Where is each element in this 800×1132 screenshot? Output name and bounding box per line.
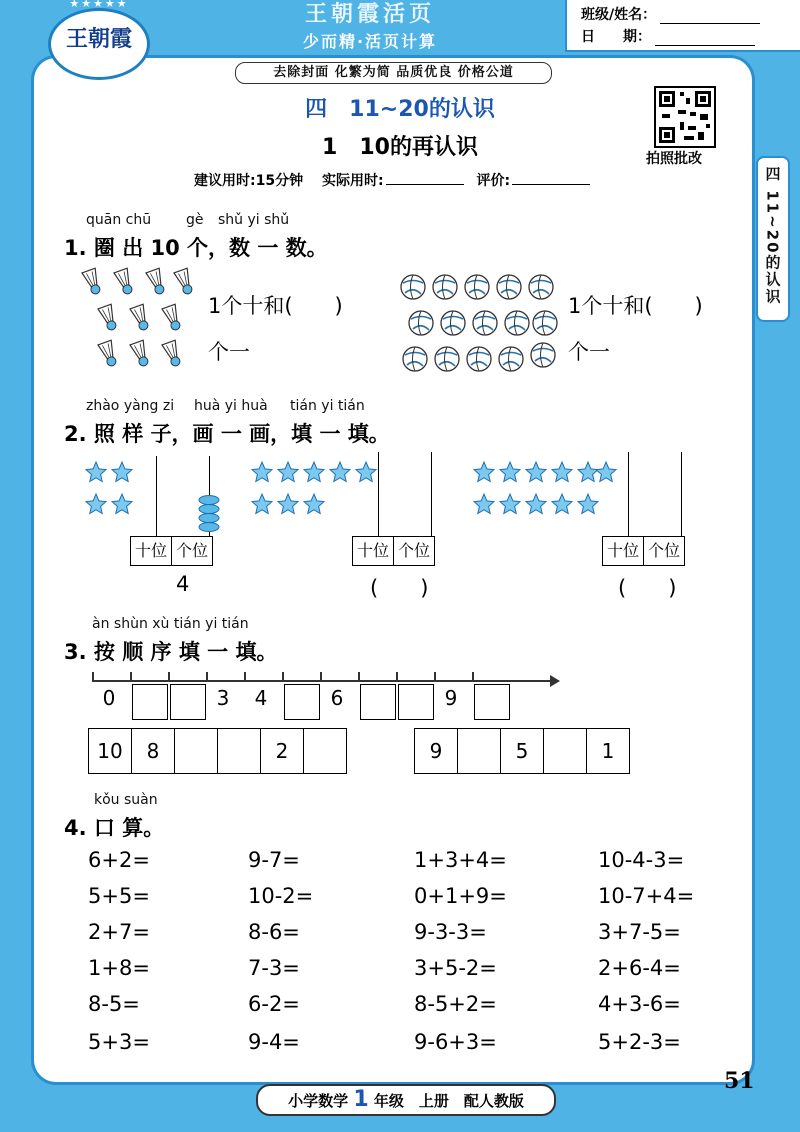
- tens-label: 十位: [353, 537, 394, 565]
- star-icon: [500, 494, 520, 514]
- side-tab-label: 四 11~20的认识: [763, 166, 782, 306]
- volleyball-icon: [467, 347, 491, 371]
- star-icon: [526, 462, 546, 482]
- star-icon: [304, 462, 324, 482]
- tick: [168, 672, 170, 681]
- pinyin: kǒu suàn: [94, 792, 158, 808]
- ones-label: 个位: [176, 541, 209, 560]
- calc-item[interactable]: 1+8=: [88, 956, 150, 980]
- calc-item[interactable]: 8-5=: [88, 992, 140, 1016]
- star-icon: [252, 462, 272, 482]
- calc-item[interactable]: 3+7-5=: [598, 920, 681, 944]
- grid-cell: 5: [501, 729, 544, 773]
- date-label: 日 期：: [581, 29, 651, 45]
- stars-group-3: [470, 456, 620, 526]
- line-blank-box[interactable]: [474, 684, 510, 720]
- example-answer: 4: [176, 572, 190, 596]
- ones-label: 个位: [398, 541, 431, 560]
- star-icon: [474, 494, 494, 514]
- line-blank-box[interactable]: [170, 684, 206, 720]
- place-value-labels-2: [352, 536, 435, 566]
- grid-cell[interactable]: [218, 729, 261, 773]
- volleyball-icon: [441, 311, 465, 335]
- line-number: 9: [444, 686, 458, 710]
- line-number: 3: [216, 686, 230, 710]
- page-number: 51: [724, 1068, 755, 1094]
- abacus-beads-icon: [196, 494, 222, 536]
- student-info-box: [565, 0, 800, 52]
- actual-time-label: 实际用时:: [321, 173, 384, 189]
- tens-label: 十位: [131, 537, 172, 565]
- star-icon: [500, 462, 520, 482]
- grid-cell: 2: [261, 729, 304, 773]
- star-icon: [578, 462, 598, 482]
- brand-subtitle: 少而精·活页计算: [302, 32, 438, 51]
- actual-time-blank[interactable]: [386, 172, 464, 185]
- shuttlecock-icon: [162, 340, 184, 368]
- footer-edition: 年级 上册 配人教版: [373, 1092, 524, 1110]
- line-number: 4: [254, 686, 268, 710]
- lesson-title: 1 10的再认识: [322, 135, 478, 160]
- evaluation-label: 评价:: [476, 173, 511, 189]
- number-line-arrow-icon: [550, 675, 560, 687]
- star-icon: [552, 462, 572, 482]
- calc-item[interactable]: 5+5=: [88, 884, 150, 908]
- tick: [244, 672, 246, 681]
- volleyball-icon: [533, 311, 557, 335]
- line-blank-box[interactable]: [132, 684, 168, 720]
- logo-stars-icon: ★★★★★: [69, 0, 129, 10]
- calc-item[interactable]: 0+1+9=: [414, 884, 507, 908]
- volleyball-icon: [499, 347, 523, 371]
- volleyball-icon: [531, 343, 555, 367]
- volleyball-icon: [529, 275, 553, 299]
- line-blank-box[interactable]: [398, 684, 434, 720]
- grid-cell[interactable]: [304, 729, 346, 773]
- volleyball-icon: [401, 275, 425, 299]
- star-icon: [278, 462, 298, 482]
- star-icon: [112, 494, 132, 514]
- place-value-labels-3: [602, 536, 685, 566]
- calc-item[interactable]: 9-7=: [248, 848, 300, 872]
- abacus-rods-3[interactable]: [628, 452, 682, 536]
- name-row: [581, 4, 760, 24]
- pinyin: shǔ yi shǔ: [218, 212, 290, 228]
- pinyin: huà yi huà: [194, 398, 268, 414]
- volleyball-icon: [433, 275, 457, 299]
- shuttlecock-icon: [162, 304, 184, 332]
- star-icon: [526, 494, 546, 514]
- calc-item[interactable]: 10-4-3=: [598, 848, 685, 872]
- answer-blank-3[interactable]: ( ): [618, 576, 677, 600]
- star-icon: [278, 494, 298, 514]
- name-blank[interactable]: [660, 11, 760, 24]
- star-icon: [86, 462, 106, 482]
- grid-cell: 9: [415, 729, 458, 773]
- volleyball-icon: [435, 347, 459, 371]
- line-blank-box[interactable]: [360, 684, 396, 720]
- brand-title: 王朝霞活页: [304, 2, 435, 27]
- star-icon: [474, 462, 494, 482]
- footer-banner: [256, 1084, 556, 1116]
- pinyin: zhào yàng zi: [86, 398, 175, 414]
- volleyball-icon: [497, 275, 521, 299]
- name-label: 班级/姓名：: [581, 7, 657, 23]
- star-icon: [596, 462, 616, 482]
- star-icon: [578, 494, 598, 514]
- suggest-time: 建议用时:15分钟: [194, 173, 304, 189]
- tick: [282, 672, 284, 681]
- grid-cell: 8: [132, 729, 175, 773]
- tick: [472, 672, 474, 681]
- grid-cell[interactable]: [544, 729, 587, 773]
- star-icon: [252, 494, 272, 514]
- shuttlecock-icon: [130, 340, 152, 368]
- question-1-title: 1. 圈 出 10 个，数 一 数。: [64, 236, 328, 260]
- grid-cell[interactable]: [458, 729, 501, 773]
- footer-grade: 1: [353, 1087, 369, 1112]
- star-icon: [552, 494, 572, 514]
- line-blank-box[interactable]: [284, 684, 320, 720]
- volleyball-icon: [473, 311, 497, 335]
- calc-item[interactable]: 5+3=: [88, 1030, 150, 1054]
- time-meta: [194, 170, 598, 190]
- pinyin: tián yi tián: [290, 398, 365, 414]
- calc-item[interactable]: 8-5+2=: [414, 992, 497, 1016]
- calc-item[interactable]: 3+5-2=: [414, 956, 497, 980]
- calc-item[interactable]: 7-3=: [248, 956, 300, 980]
- number-line: [92, 680, 554, 682]
- calc-item[interactable]: 2+6-4=: [598, 956, 681, 980]
- tick: [320, 672, 322, 681]
- tick: [358, 672, 360, 681]
- calc-item[interactable]: 4+3-6=: [598, 992, 681, 1016]
- star-icon: [86, 494, 106, 514]
- star-icon: [304, 494, 324, 514]
- qr-label: 拍照批改: [646, 151, 702, 167]
- publisher-logo: [48, 0, 150, 80]
- star-icon: [330, 462, 350, 482]
- volleyball-group: [396, 270, 562, 380]
- calc-item[interactable]: 1+3+4=: [414, 848, 507, 872]
- grid-cell: 1: [601, 739, 615, 763]
- volleyball-icon: [505, 311, 529, 335]
- question-4-title: 4. 口 算。: [64, 816, 165, 840]
- tick: [396, 672, 398, 681]
- side-chapter-tab: [756, 156, 790, 322]
- line-number: 6: [330, 686, 344, 710]
- calc-item[interactable]: 5+2-3=: [598, 1030, 681, 1054]
- shuttlecock-icon: [114, 268, 136, 296]
- calc-item[interactable]: 9-6+3=: [414, 1030, 497, 1054]
- tick: [130, 672, 132, 681]
- volleyball-icon: [403, 347, 427, 371]
- grid-cell[interactable]: [175, 729, 218, 773]
- header-banner: [210, 0, 530, 58]
- tens-label: 十位: [603, 537, 644, 565]
- tick: [206, 672, 208, 681]
- abacus-rods-2[interactable]: [378, 452, 432, 536]
- pinyin: àn shùn xù tián yi tián: [92, 616, 249, 632]
- calc-item[interactable]: 6-2=: [248, 992, 300, 1016]
- q1-answer-line-b-2: 个一: [568, 340, 610, 364]
- shuttlecock-icon: [146, 268, 168, 296]
- shuttlecock-icon: [98, 340, 120, 368]
- grid-cell: 10: [89, 729, 132, 773]
- calc-item[interactable]: 6+2=: [88, 848, 150, 872]
- line-number: 0: [102, 686, 116, 710]
- question-2-title: 2. 照 样 子，画 一 画，填 一 填。: [64, 422, 390, 446]
- shuttlecock-icon: [174, 268, 196, 296]
- sequence-grid-a: [88, 728, 347, 774]
- logo-text: 王朝霞: [65, 26, 132, 52]
- answer-blank-2[interactable]: ( ): [370, 576, 429, 600]
- calc-item[interactable]: 9-3-3=: [414, 920, 487, 944]
- stars-group-2: [248, 456, 378, 526]
- volleyball-icon: [409, 311, 433, 335]
- slogan-banner: 去除封面 化繁为简 品质优良 价格公道: [235, 62, 552, 84]
- tick: [92, 672, 94, 681]
- unit-title: 四 11~20的认识: [305, 97, 495, 122]
- shuttlecock-icon: [82, 268, 104, 296]
- star-icon: [356, 462, 376, 482]
- q1-answer-line-b: 个一: [208, 340, 250, 364]
- q1-answer-line-a-2[interactable]: 1个十和( ): [568, 294, 703, 318]
- pinyin: quān chū: [86, 212, 152, 228]
- evaluation-blank[interactable]: [512, 172, 590, 185]
- shuttlecock-icon: [130, 304, 152, 332]
- question-3-title: 3. 按 顺 序 填 一 填。: [64, 640, 278, 664]
- sequence-grid-b: [414, 728, 630, 774]
- footer-subject: 小学数学: [288, 1092, 349, 1110]
- calc-item[interactable]: 10-2=: [248, 884, 314, 908]
- volleyball-icon: [465, 275, 489, 299]
- date-blank[interactable]: [655, 33, 755, 46]
- calc-item[interactable]: 9-4=: [248, 1030, 300, 1054]
- shuttlecock-group: [74, 266, 204, 376]
- calc-item[interactable]: 10-7+4=: [598, 884, 695, 908]
- calc-item[interactable]: 8-6=: [248, 920, 300, 944]
- ones-label: 个位: [648, 541, 681, 560]
- shuttlecock-icon: [98, 304, 120, 332]
- calc-item[interactable]: 2+7=: [88, 920, 150, 944]
- place-value-labels: [130, 536, 213, 566]
- pinyin: gè: [186, 212, 204, 228]
- date-row: [581, 26, 755, 46]
- tick: [434, 672, 436, 681]
- q1-answer-line-a[interactable]: 1个十和( ): [208, 294, 343, 318]
- star-icon: [112, 462, 132, 482]
